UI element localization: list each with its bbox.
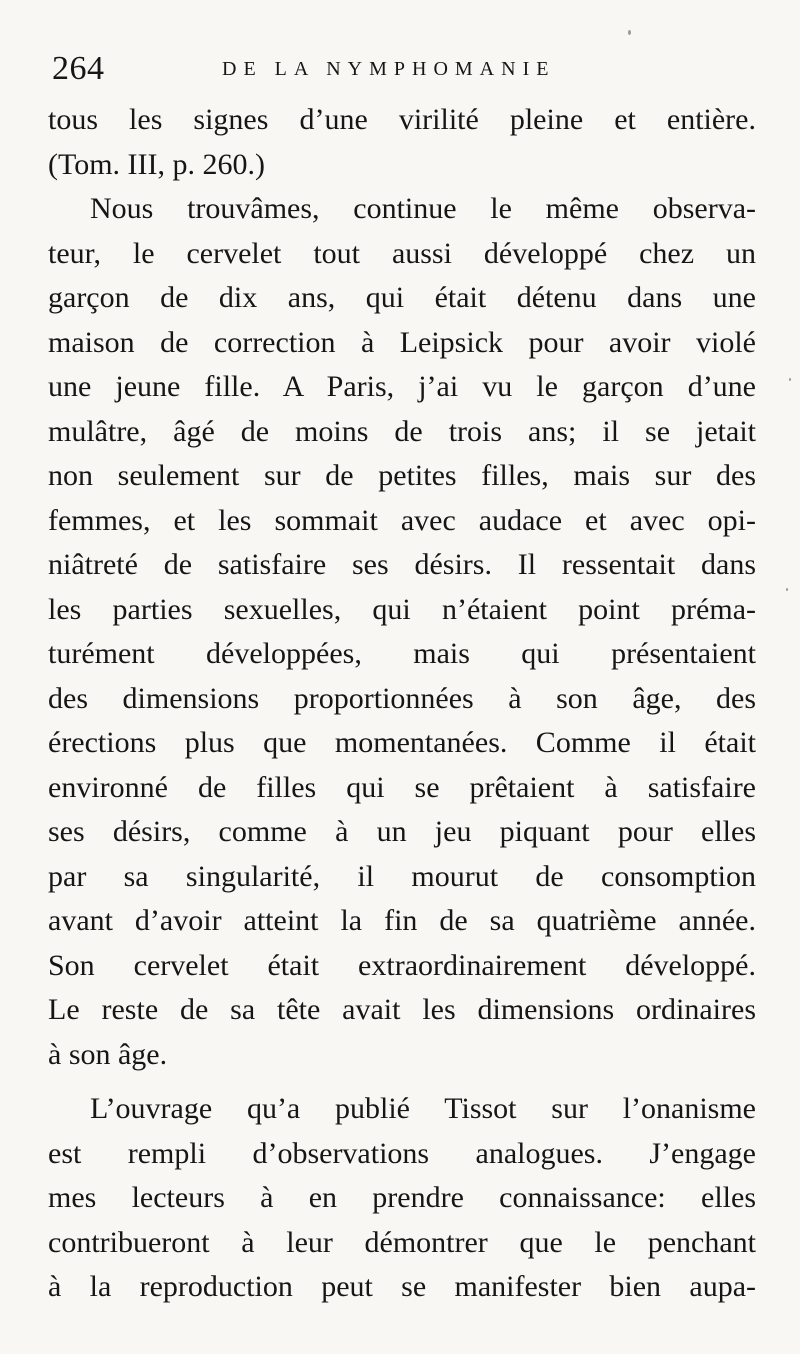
text-line: turément développées, mais qui présentaient [48, 637, 756, 670]
text-line: à la reproduction peut se manifester bien aupa- [48, 1270, 756, 1303]
text-line: contribueront à leur démontrer que le penchant [48, 1225, 756, 1259]
running-head: DE LA NYMPHOMANIE [222, 58, 556, 80]
paper-speck [789, 378, 791, 381]
text-line: L’ouvrage qu’a publié Tissot sur l’onanisme [90, 1092, 756, 1125]
text-line: niâtreté de satisfaire ses désirs. Il ressentait dans [48, 548, 756, 581]
text-line: mulâtre, âgé de moins de trois ans; il se jetait [48, 414, 756, 448]
text-line: érections plus que momentanées. Comme il était [48, 726, 756, 759]
text-line: des dimensions proportionnées à son âge, des [48, 681, 756, 715]
text-line: par sa singularité, il mourut de consomption [48, 859, 756, 893]
text-line: Le reste de sa tête avait les dimensions ordinaires [48, 993, 756, 1026]
page-number: 264 [52, 50, 105, 87]
text-line: une jeune fille. A Paris, j’ai vu le garçon d’une [48, 370, 756, 403]
text-line: les parties sexuelles, qui n’étaient point préma- [48, 592, 756, 626]
text-line: tous les signes d’une virilité pleine et entière. [48, 103, 756, 136]
paper-speck [786, 588, 788, 591]
text-line: femmes, et les sommait avec audace et avec opi- [48, 503, 756, 537]
text-line: Nous trouvâmes, continue le même observa- [90, 192, 756, 225]
page-header [52, 44, 752, 94]
text-line: non seulement sur de petites filles, mais sur des [48, 459, 756, 492]
text-line: est rempli d’observations analogues. J’engage [48, 1136, 756, 1170]
text-line: teur, le cervelet tout aussi développé chez un [48, 236, 756, 270]
text-line: avant d’avoir atteint la fin de sa quatrième année. [48, 904, 756, 937]
text-line: garçon de dix ans, qui était détenu dans une [48, 281, 756, 314]
text-line: Son cervelet était extraordinairement développé. [48, 948, 756, 982]
body-text [48, 98, 756, 1310]
text-line: ses désirs, comme à un jeu piquant pour elles [48, 815, 756, 848]
text-line: maison de correction à Leipsick pour avoir violé [48, 325, 756, 359]
text-line: mes lecteurs à en prendre connaissance: elles [48, 1181, 756, 1214]
text-line: environné de filles qui se prêtaient à satisfaire [48, 770, 756, 804]
text-line: à son âge. [48, 1037, 168, 1071]
paper-speck [628, 30, 631, 35]
text-line: (Tom. III, p. 260.) [48, 147, 266, 181]
